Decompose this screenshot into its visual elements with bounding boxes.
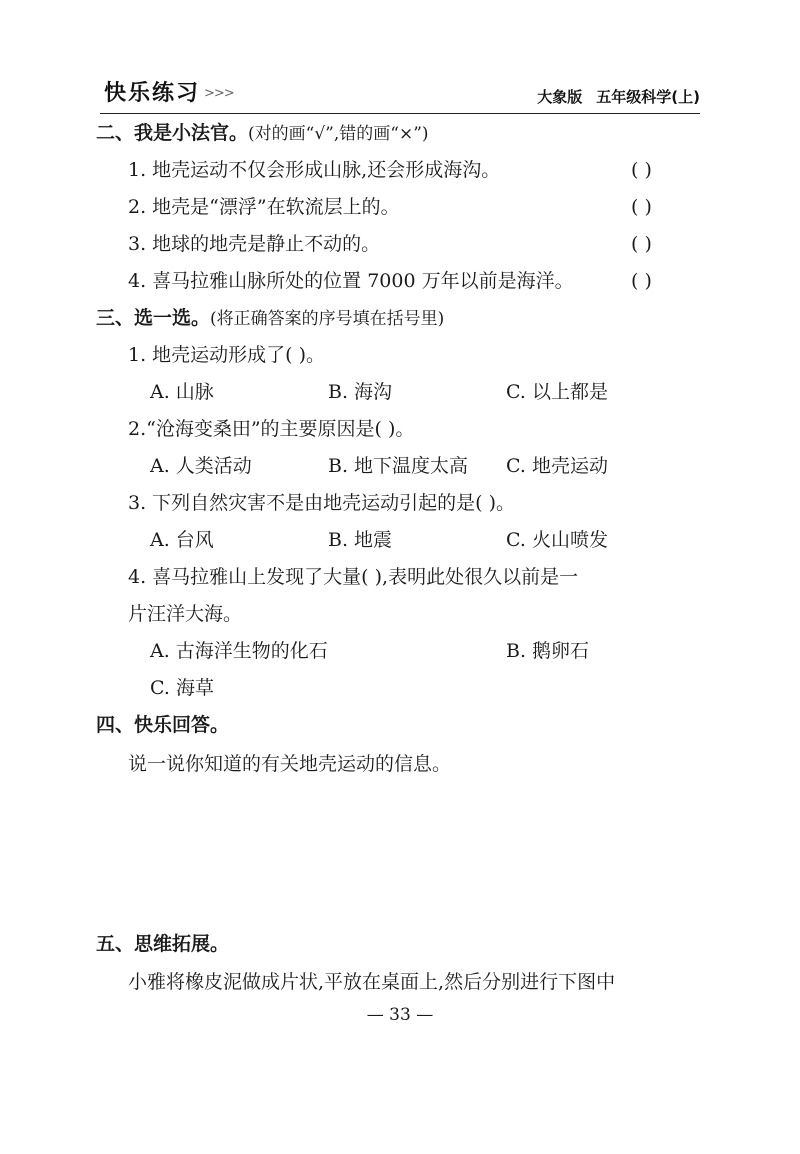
answer-blank-1[interactable]: ( ) [631,159,652,181]
chevrons-icon: >>> [204,86,234,101]
choice-q2-option-b: B. 地下温度太高 [328,455,469,477]
choice-q3-option-b: B. 地震 [328,529,393,551]
judge-item-2: 2. 地壳是“漂浮”在软流层上的。 [128,196,400,218]
choice-q2-option-a: A. 人类活动 [150,455,252,477]
page-number: — 33 — [366,1005,434,1025]
choice-q1-option-c: C. 以上都是 [506,381,608,403]
answer-blank-3[interactable]: ( ) [631,233,652,255]
choice-q2-option-c: C. 地壳运动 [506,455,608,477]
choice-q3-option-a: A. 台风 [150,529,214,551]
header-book-info [537,86,700,107]
section2-heading: 二、我是小法官。 [96,122,249,144]
section3-heading: 三、选一选。 [96,307,211,329]
choice-q1-option-b: B. 海沟 [328,381,393,403]
header-title: 快乐练习 [104,81,201,106]
choice-q3-stem: 3. 下列自然灾害不是由地壳运动引起的是( )。 [128,492,516,514]
header-subject: 五年级科学(上) [596,88,700,106]
answer-blank-2[interactable]: ( ) [631,196,652,218]
choice-q1-option-a: A. 山脉 [150,381,214,403]
judge-item-3: 3. 地球的地壳是静止不动的。 [128,233,381,255]
choice-q4-option-c: C. 海草 [150,677,214,699]
choice-q4-option-b: B. 鹅卵石 [506,640,590,662]
judge-item-4: 4. 喜马拉雅山脉所处的位置 7000 万年以前是海洋。 [128,270,574,292]
choice-q3-option-c: C. 火山喷发 [506,529,608,551]
section5-heading: 五、思维拓展。 [96,933,230,955]
choice-q4-option-a: A. 古海洋生物的化石 [150,640,328,662]
choice-q1-stem: 1. 地壳运动形成了( )。 [128,344,326,366]
choice-q2-stem: 2.“沧海变桑田”的主要原因是( )。 [128,418,415,440]
section4-prompt: 说一说你知道的有关地壳运动的信息。 [128,753,452,775]
header-edition: 大象版 [537,88,583,106]
choice-q4-stem-line2: 片汪洋大海。 [128,603,243,625]
section4-heading: 四、快乐回答。 [96,714,230,736]
header-divider [100,113,700,114]
answer-blank-4[interactable]: ( ) [631,270,652,292]
section3-note: (将正确答案的序号填在括号里) [210,309,445,329]
section2-note: (对的画“√”,错的画“×”) [248,124,429,144]
judge-item-1: 1. 地壳运动不仅会形成山脉,还会形成海沟。 [128,159,501,181]
section5-title [96,935,229,954]
section5-text: 小雅将橡皮泥做成片状,平放在桌面上,然后分别进行下图中 [128,971,616,993]
section4-title [96,716,229,735]
section2-title [96,124,429,143]
section3-title [96,309,444,328]
choice-q4-stem-line1: 4. 喜马拉雅山上发现了大量( ),表明此处很久以前是一 [128,566,579,588]
page-header [100,68,700,114]
